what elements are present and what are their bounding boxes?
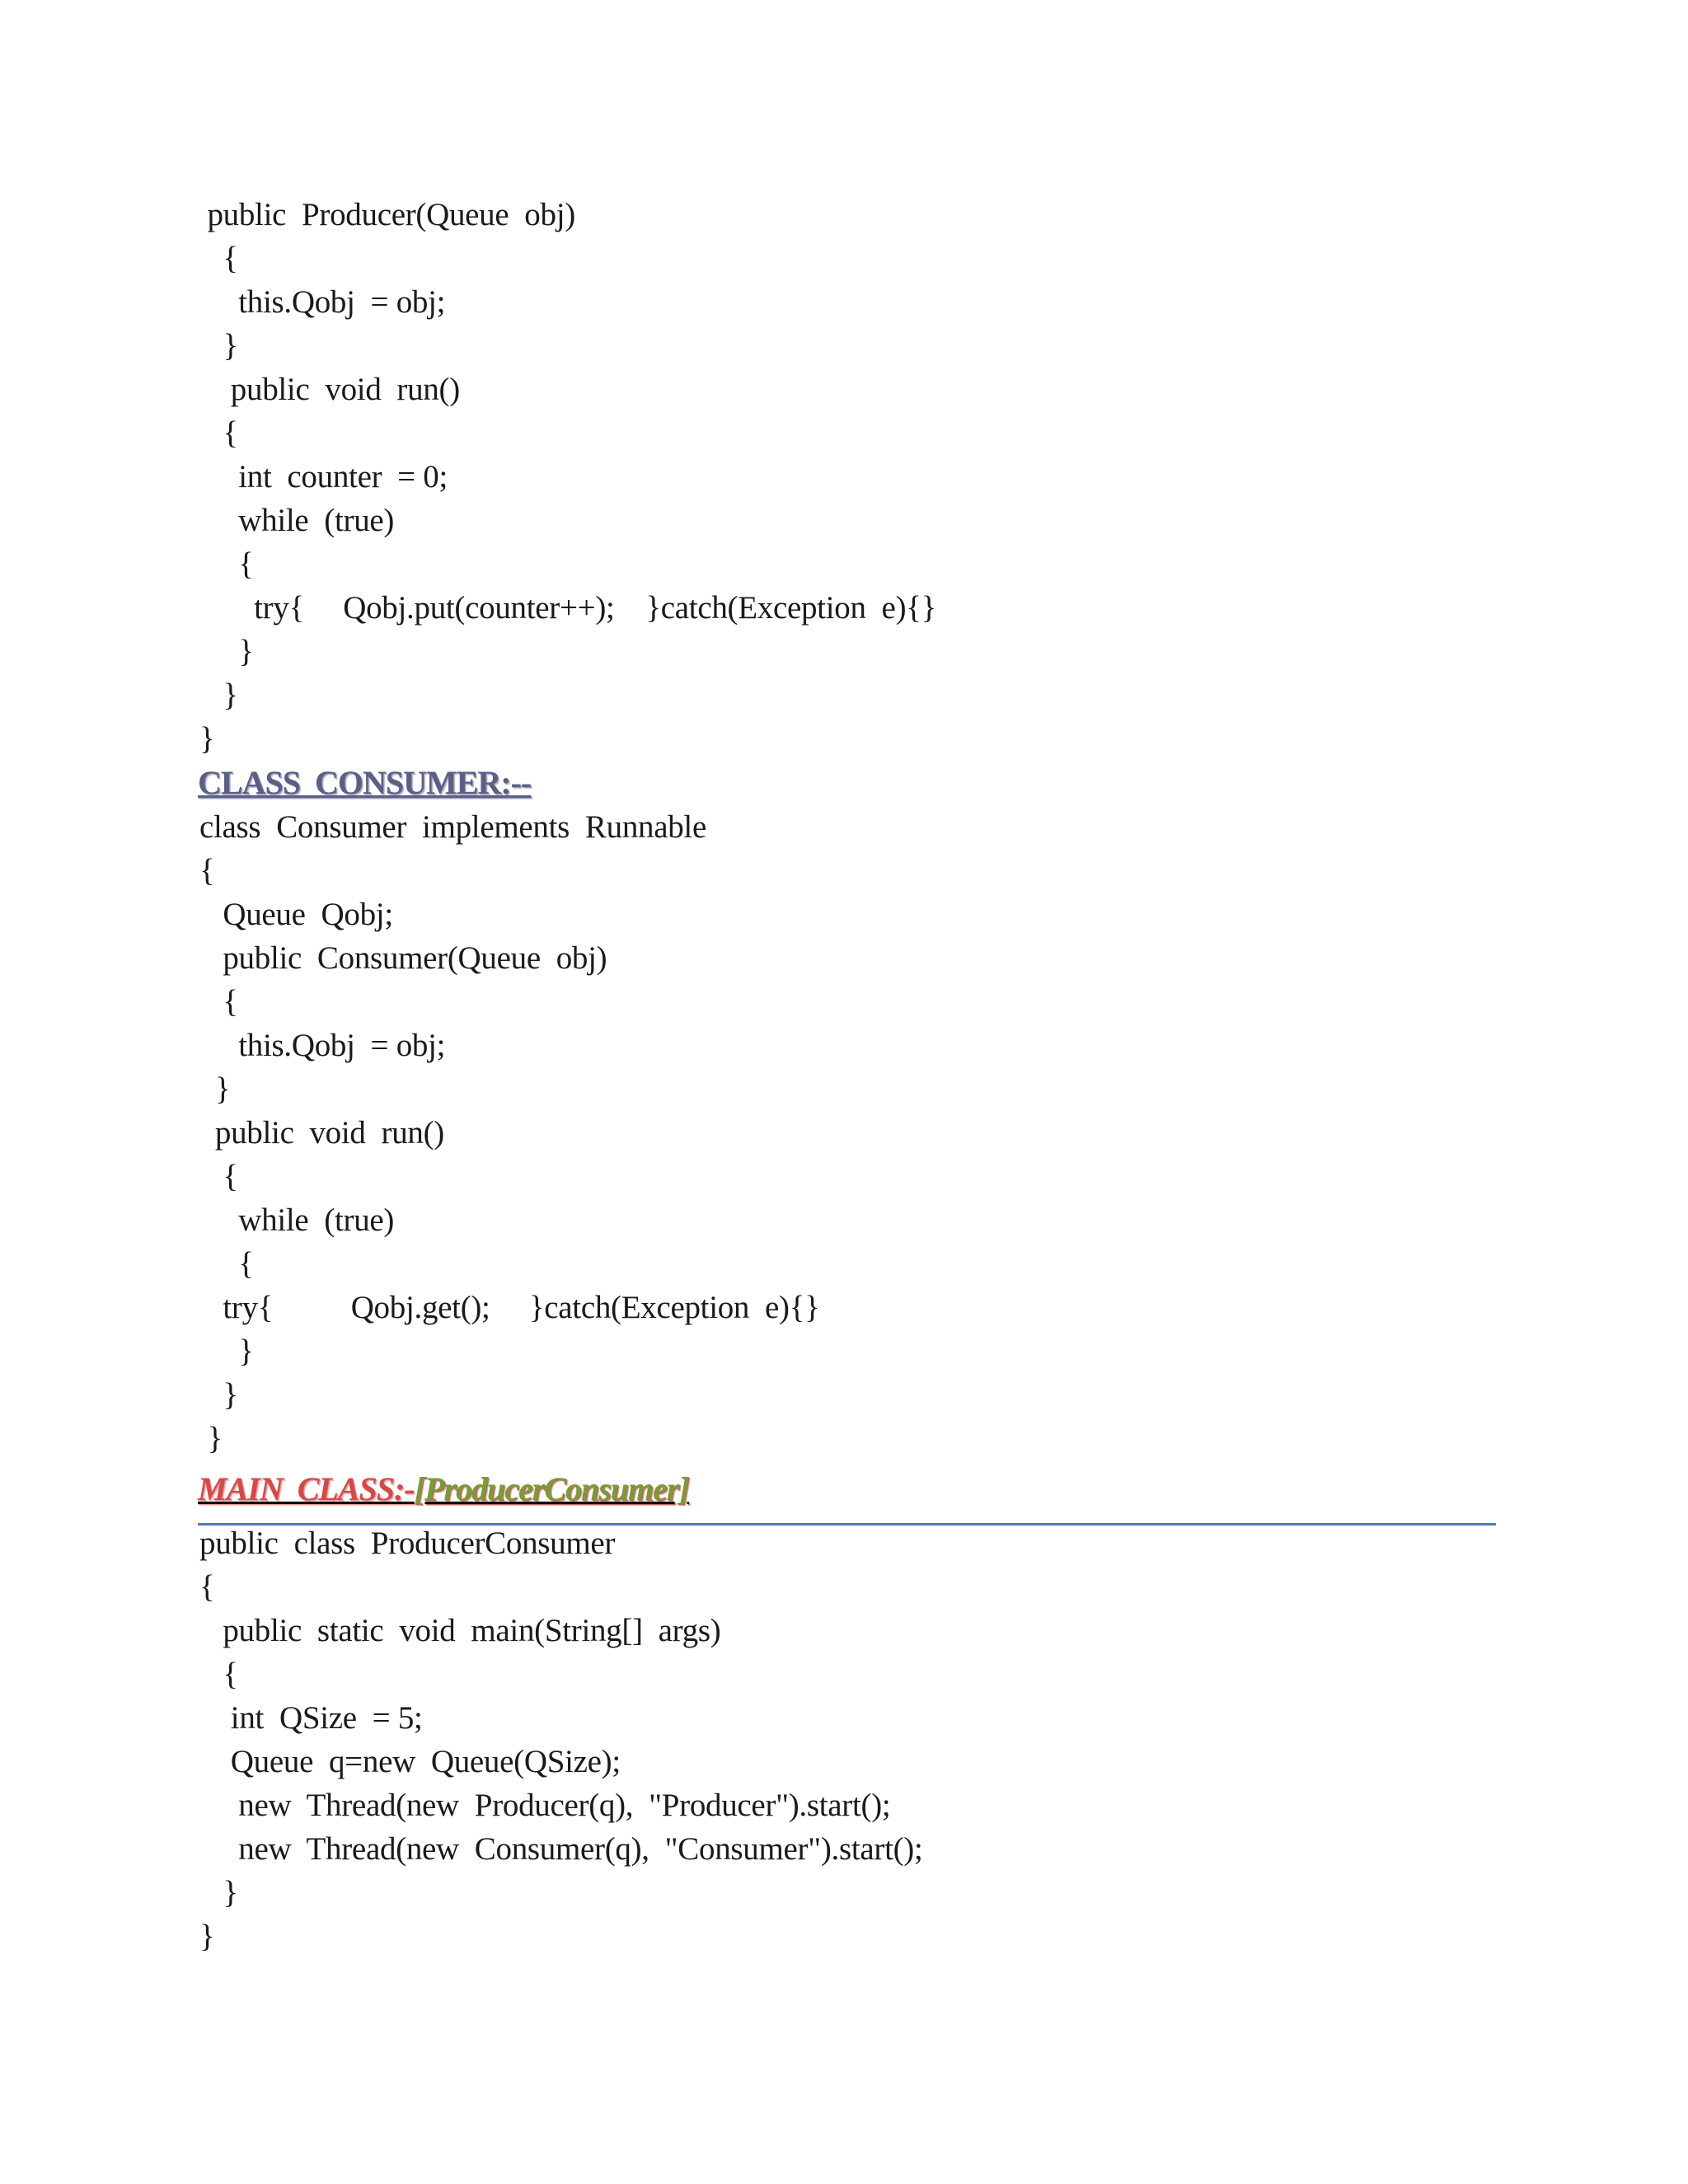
- code-line: while (true): [199, 1202, 395, 1238]
- code-line: new Thread(new Consumer(q), "Consumer").start();: [199, 1831, 923, 1867]
- code-line: {: [199, 546, 254, 582]
- code-line: int counter = 0;: [199, 459, 448, 494]
- code-line: class Consumer implements Runnable: [199, 809, 706, 845]
- code-line: }: [199, 1071, 231, 1107]
- code-line: }: [199, 1377, 238, 1413]
- code-line: public class ProducerConsumer: [199, 1526, 616, 1561]
- code-line: public void run(): [199, 1115, 444, 1151]
- code-line: try{ Qobj.put(counter++); }catch(Exception e){}: [199, 590, 937, 626]
- code-line: Queue q=new Queue(QSize);: [199, 1744, 621, 1779]
- code-line: {: [199, 1569, 215, 1605]
- code-line: {: [199, 984, 238, 1019]
- code-line: }: [199, 328, 238, 363]
- heading-main-classname: [ProducerConsumer]: [414, 1470, 689, 1507]
- section-heading-consumer: CLASS CONSUMER:--: [198, 764, 532, 801]
- code-line: new Thread(new Producer(q), "Producer").start();: [199, 1788, 891, 1823]
- code-line: {: [199, 415, 238, 451]
- code-line: {: [199, 1246, 254, 1282]
- code-line: }: [199, 1421, 223, 1456]
- code-line: {: [199, 1657, 238, 1692]
- code-line: public static void main(String[] args): [199, 1613, 721, 1648]
- section-heading-main: [198, 1469, 689, 1509]
- code-line: public void run(): [199, 372, 460, 407]
- code-line: }: [199, 1919, 215, 1954]
- code-line: {: [199, 1159, 238, 1194]
- code-line: Queue Qobj;: [199, 897, 393, 932]
- code-line: this.Qobj = obj;: [199, 284, 446, 320]
- code-line: }: [199, 1333, 254, 1369]
- code-line: {: [199, 241, 238, 276]
- code-line: {: [199, 853, 215, 888]
- code-line: }: [199, 721, 215, 757]
- code-line: }: [199, 634, 254, 669]
- code-line: }: [199, 1875, 238, 1910]
- code-line: while (true): [199, 503, 395, 538]
- code-line: this.Qobj = obj;: [199, 1028, 446, 1063]
- code-line: public Producer(Queue obj): [199, 197, 575, 232]
- code-line: }: [199, 677, 238, 713]
- code-line: int QSize = 5;: [199, 1700, 423, 1736]
- code-line: public Consumer(Queue obj): [199, 940, 607, 976]
- heading-main-prefix: MAIN CLASS:-: [198, 1470, 415, 1507]
- code-line: try{ Qobj.get(); }catch(Exception e){}: [199, 1290, 820, 1325]
